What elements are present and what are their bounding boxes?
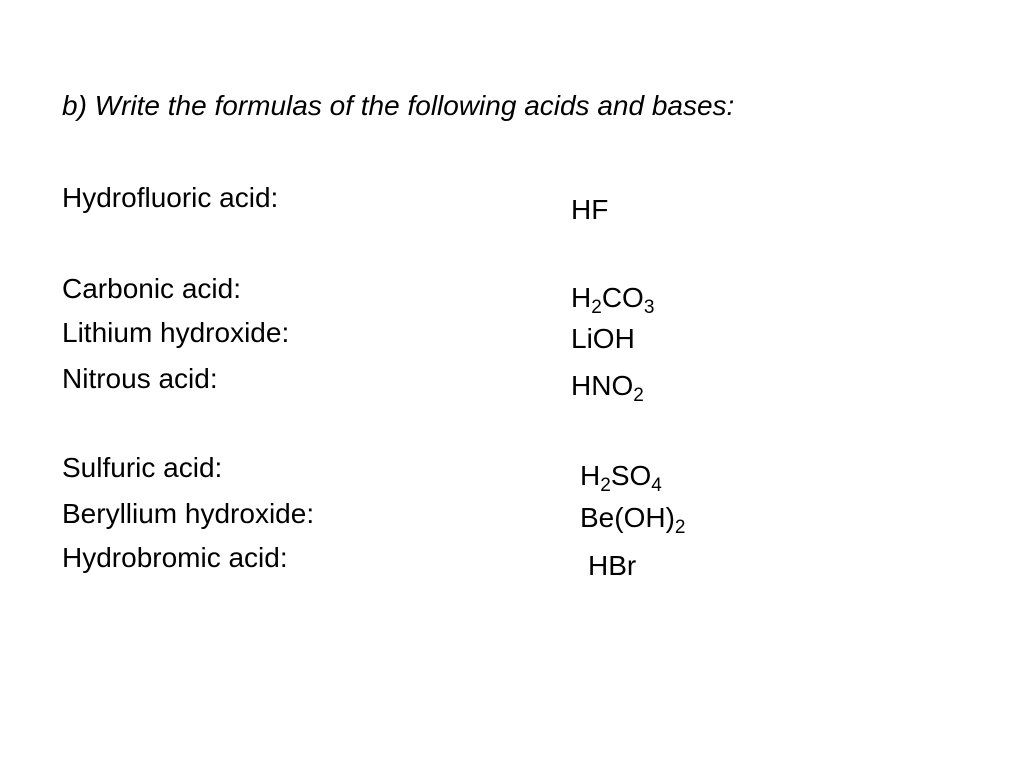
formula-subscript: 4 [651,475,662,496]
slide-heading: b) Write the formulas of the following acids and bases: [62,90,735,121]
formula-part: Be(OH) [580,502,675,533]
formula-subscript: 3 [643,297,655,318]
formula-part: SO [610,460,652,491]
label-beryllium-hydroxide: Beryllium hydroxide: [62,498,315,529]
formula-part: HBr [588,550,637,581]
formula-hydrofluoric-acid [571,194,608,226]
formula-beryllium-hydroxide [580,502,686,538]
formula-part: LiOH [571,323,635,354]
formula-part: H [571,282,592,313]
label-nitrous-acid: Nitrous acid: [62,363,218,394]
formula-subscript: 2 [600,475,611,496]
label-hydrobromic-acid: Hydrobromic acid: [62,542,288,573]
label-lithium-hydroxide: Lithium hydroxide: [62,317,290,348]
formula-part: CO [601,282,644,313]
label-carbonic-acid: Carbonic acid: [62,273,241,304]
formula-lithium-hydroxide [571,323,635,355]
formula-part: HNO [571,370,634,401]
formula-subscript: 2 [633,385,644,406]
formula-subscript: 2 [591,297,602,318]
formula-carbonic-acid [571,282,655,318]
formula-subscript: 2 [674,517,686,538]
label-sulfuric-acid: Sulfuric acid: [62,452,223,483]
formula-sulfuric-acid [580,460,662,496]
formula-nitrous-acid [571,370,644,406]
formula-part: H [580,460,601,491]
formula-hydrobromic-acid [588,550,636,582]
label-hydrofluoric-acid: Hydrofluoric acid: [62,182,279,213]
formula-part: HF [571,194,609,225]
